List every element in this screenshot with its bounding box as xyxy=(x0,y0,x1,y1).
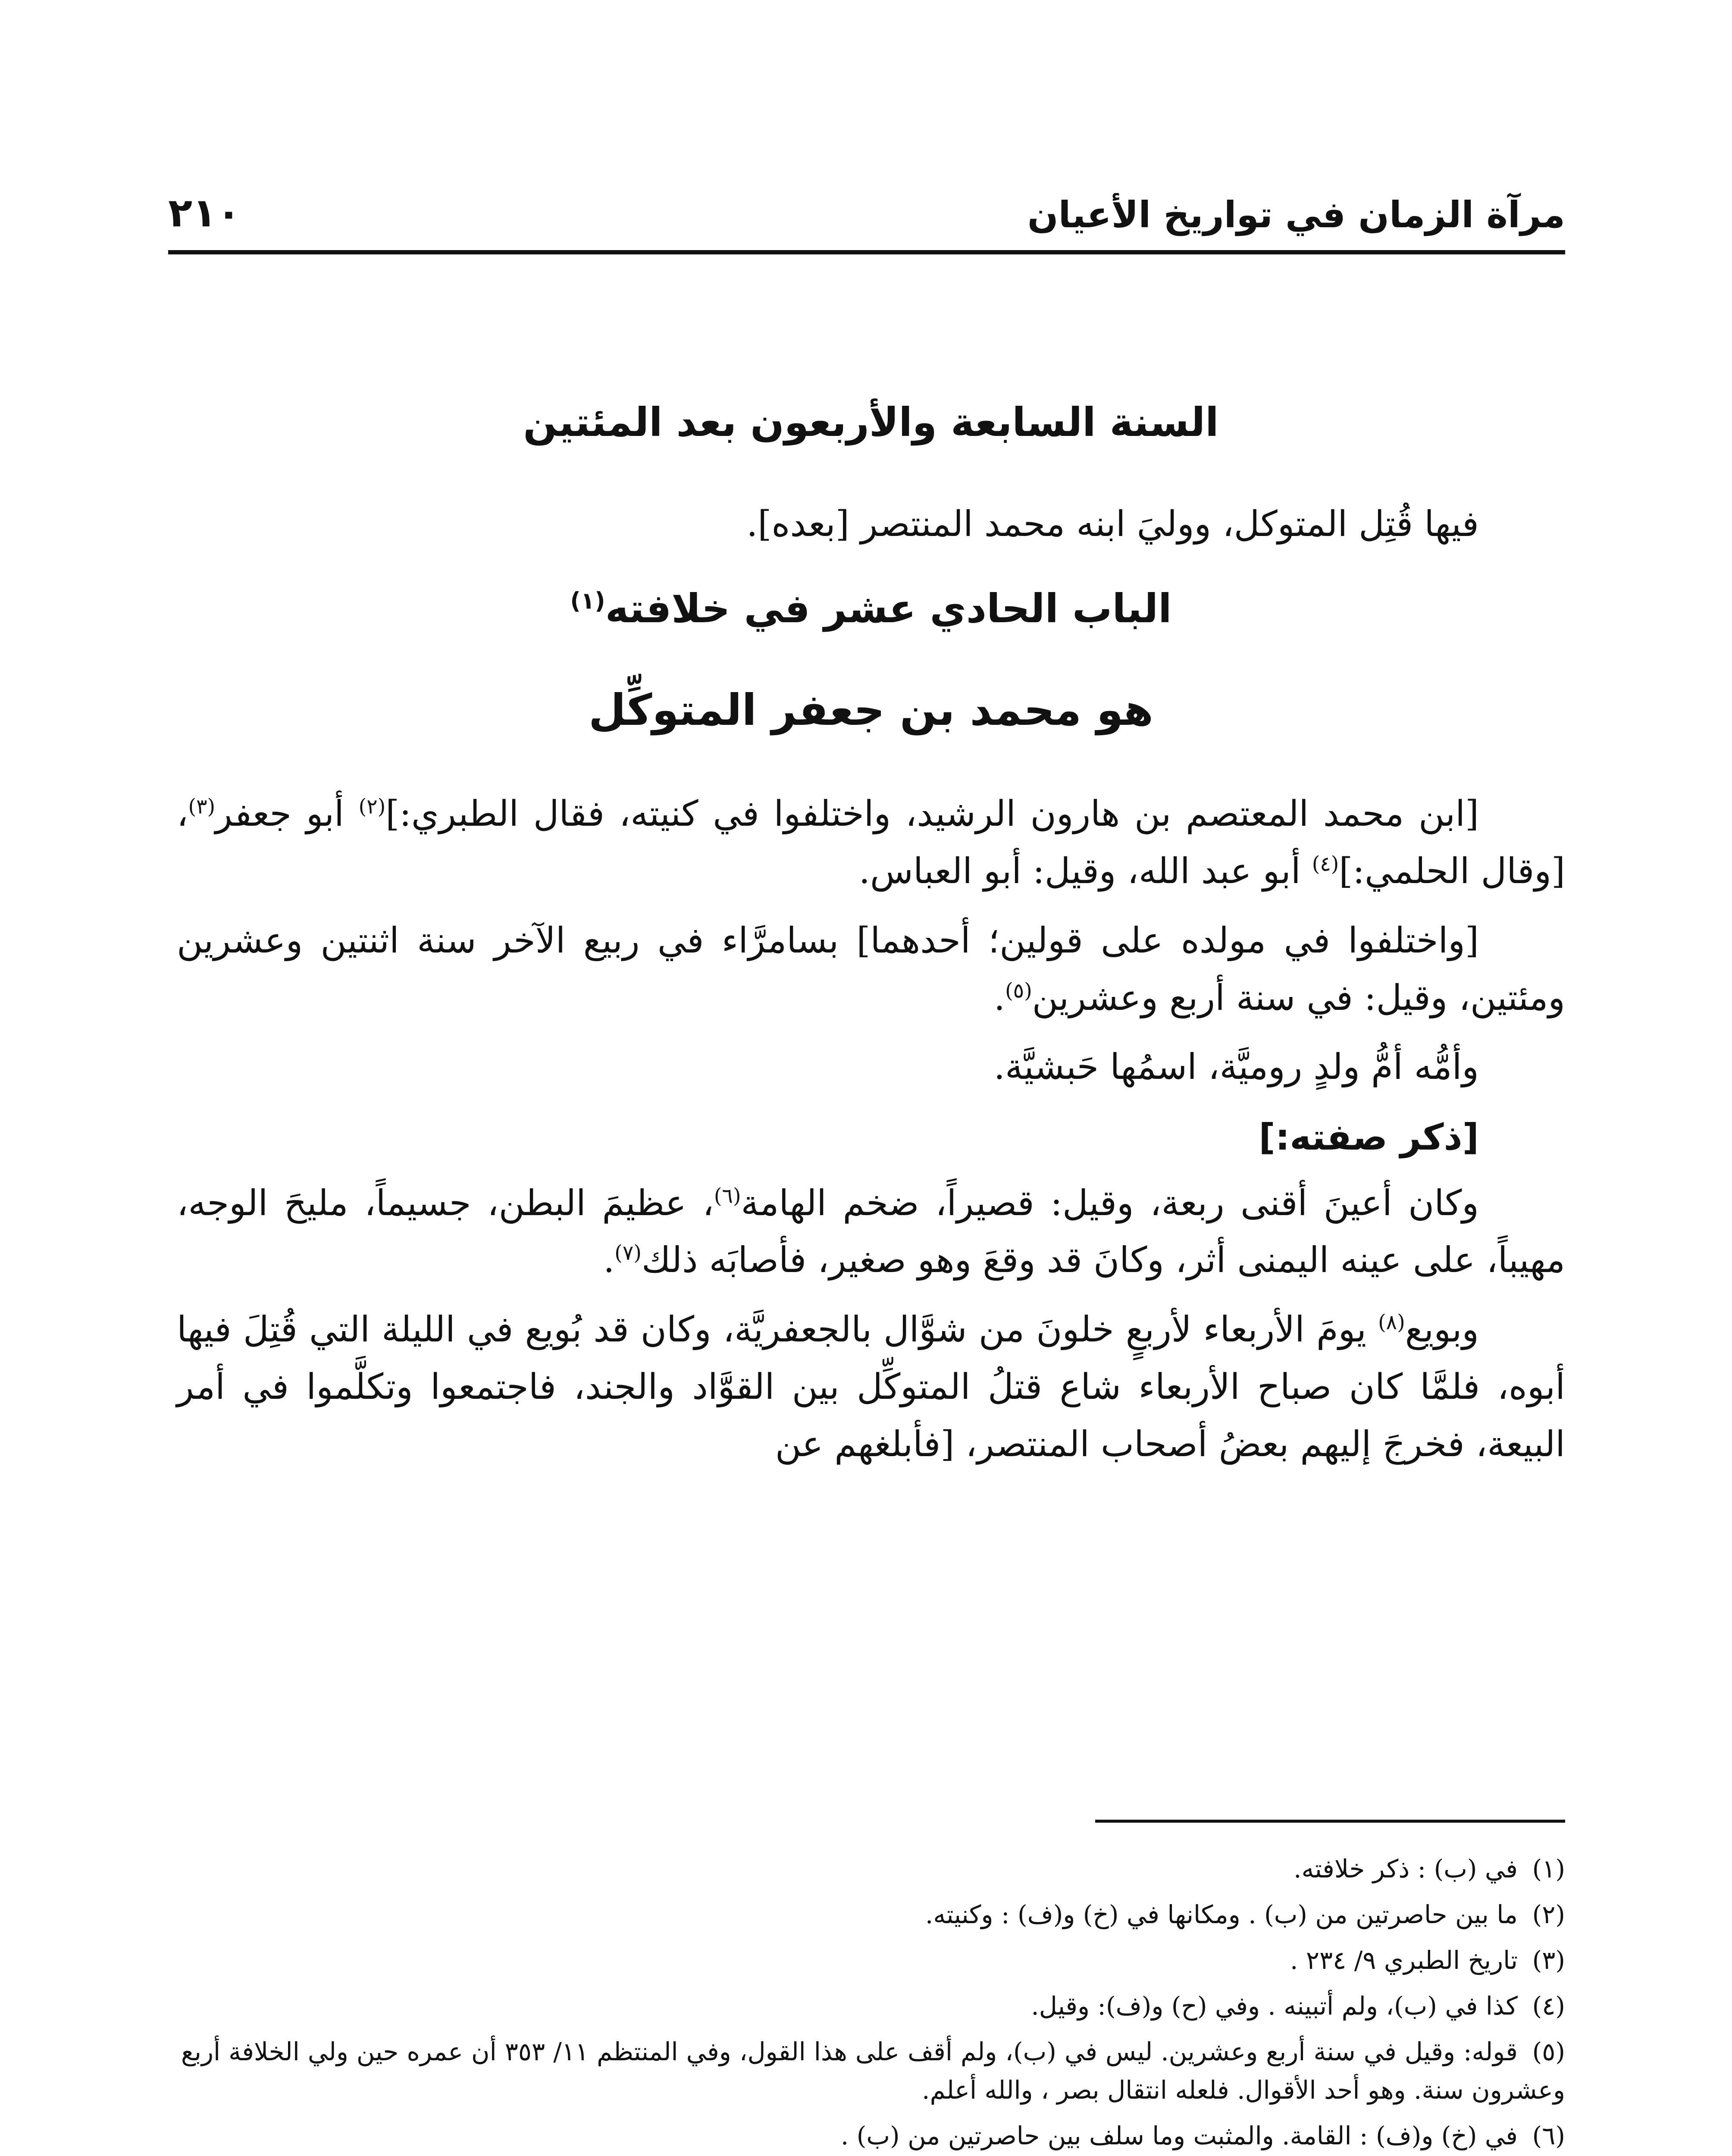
footnote-ref: (٧) xyxy=(614,1241,642,1266)
section-subheading: [ذكر صفته:] xyxy=(1259,1116,1479,1159)
footnote xyxy=(181,1850,1565,1889)
chapter-title xyxy=(177,583,1565,635)
page-number: ٢١٠ xyxy=(168,190,241,236)
footnote-number: (٥) xyxy=(1532,2037,1565,2066)
paragraph-text: [ابن محمد المعتصم بن هارون الرشيد، واختلفوا في كنيته، فقال الطبري:] xyxy=(385,793,1479,835)
footnote-text: ما بين حاصرتين من (ب) . ومكانها في (خ) و(ف) : وكنيته. xyxy=(925,1899,1518,1929)
footnote-number: (٦) xyxy=(1532,2121,1565,2151)
footnotes xyxy=(181,1850,1565,2156)
year-title: السنة السابعة والأربعون بعد المئتين xyxy=(523,399,1219,445)
paragraph-kunya xyxy=(177,786,1565,900)
footnote-number: (١) xyxy=(1532,1854,1565,1883)
footnote-text: تاريخ الطبري ٩/ ٢٣٤ . xyxy=(1290,1945,1518,1975)
footnote-ref: (٤) xyxy=(1312,852,1339,876)
footnote-ref: (٢) xyxy=(358,795,386,819)
footnote-rule xyxy=(1095,1820,1565,1823)
book-title: مرآة الزمان في تواريخ الأعيان xyxy=(1027,194,1565,236)
paragraph-text: يومَ الأربعاء لأربعٍ خلونَ من شوَّال بالجعفريَّة، وكان قد بُويع في الليلة التي قُتِلَ فيها أبوه، فلمَّا كان صباح الأربعاء شاع قتلُ المتوكِّل بين القوَّاد والجند، فاجتمعوا وتكلَّموا في أمر البيعة، فخرجَ إليهم بعضُ أصحاب المنتصر، [فأبلغهم عن xyxy=(177,1309,1565,1465)
paragraph-text: أبو جعفر xyxy=(215,793,359,835)
main-text xyxy=(177,397,1565,1485)
footnote-number: (٣) xyxy=(1532,1945,1565,1975)
paragraph-text: وبويع xyxy=(1405,1309,1479,1351)
intro-paragraph: فيها قُتِل المتوكل، ووليَ ابنه محمد المنتصر [بعده]. xyxy=(746,503,1479,545)
chapter-title-text: الباب الحادي عشر في خلافته xyxy=(605,586,1172,632)
footnote xyxy=(181,1987,1565,2026)
footnote xyxy=(181,2117,1565,2156)
footnote xyxy=(181,1941,1565,1980)
paragraph-mother: وأمُّه أمُّ ولدٍ روميَّة، اسمُها حَبشيَّة. xyxy=(993,1047,1479,1088)
footnote-ref: (١) xyxy=(570,587,605,614)
footnote-number: (٢) xyxy=(1532,1899,1565,1929)
paragraph-text: وكان أعينَ أقنى ربعة، وقيل: قصيراً، ضخم الهامة xyxy=(741,1182,1479,1224)
paragraph-description xyxy=(177,1175,1565,1290)
running-header xyxy=(168,153,1565,252)
footnote xyxy=(181,1896,1565,1934)
paragraph-text: [واختلفوا في مولده على قولين؛ أحدهما] بسامرَّاء في ربيع الآخر سنة اثنتين وعشرين ومئتين، وقيل: في سنة أربع وعشرين xyxy=(177,920,1565,1018)
footnote-text: في (خ) و(ف) : القامة. والمثبت وما سلف بين حاصرتين من (ب) . xyxy=(840,2121,1518,2151)
paragraph-pledge xyxy=(177,1301,1565,1473)
footnote-ref: (٨) xyxy=(1378,1310,1405,1335)
footnote-ref: (٣) xyxy=(188,795,216,819)
footnote-text: كذا في (ب)، ولم أتبينه . وفي (ح) و(ف): وقيل. xyxy=(1031,1991,1518,2021)
paragraph-birth xyxy=(177,912,1565,1027)
footnote xyxy=(181,2033,1565,2110)
footnote-ref: (٦) xyxy=(714,1184,741,1208)
footnote-text: قوله: وقيل في سنة أربع وعشرين. ليس في (ب)، ولم أقف على هذا القول، وفي المنتظم ١١/ ٣٥٣ أن عمره حين ولي الخلافة أربع وعشرون سنة. وهو أحد الأقوال. فلعله انتقال بصر ، والله أعلم. xyxy=(181,2037,1565,2105)
paragraph-text: ، [وقال الحلمي:] xyxy=(177,793,1565,892)
paragraph-text: . xyxy=(603,1240,615,1281)
header-rule xyxy=(168,250,1565,254)
paragraph-text: . xyxy=(994,977,1005,1018)
paragraph-text: ، عظيمَ البطن، جسيماً، مليحَ الوجه، مهيباً، على عينه اليمنى أثر، وكانَ قد وقعَ وهو صغير، فأصابَه ذلك xyxy=(177,1182,1565,1281)
footnote-number: (٤) xyxy=(1532,1991,1565,2021)
person-title: هو محمد بن جعفر المتوكِّل xyxy=(588,685,1154,736)
footnote-text: في (ب) : ذكر خلافته. xyxy=(1294,1854,1518,1883)
footnote-ref: (٥) xyxy=(1005,979,1032,1003)
paragraph-text: أبو عبد الله، وقيل: أبو العباس. xyxy=(858,850,1312,892)
